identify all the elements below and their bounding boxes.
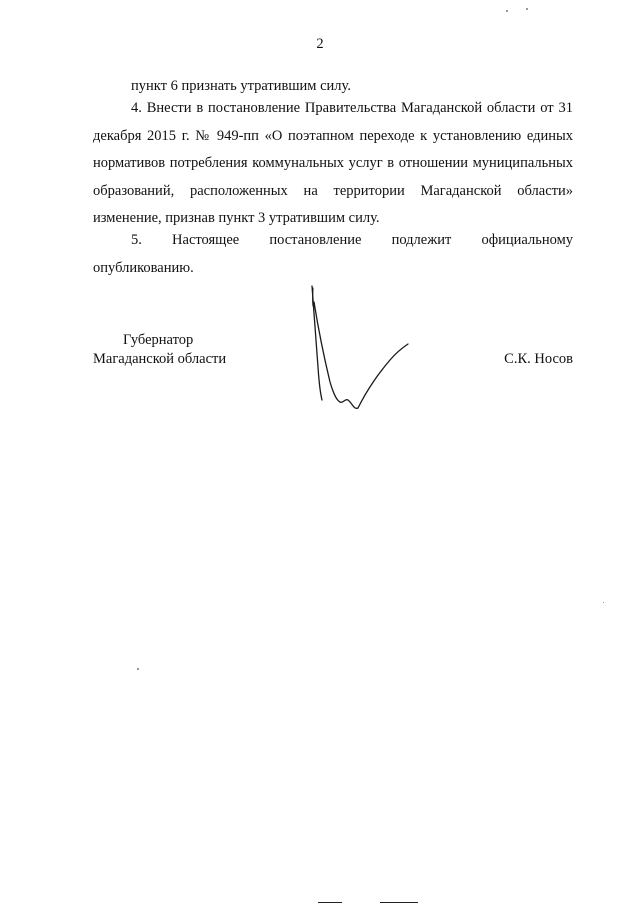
scan-edge-mark (318, 902, 342, 903)
paragraph-text-line-2: опубликованию. (93, 259, 194, 276)
signatory-name: С.К. Носов (504, 351, 573, 367)
signatory-title-line-2: Магаданской области (93, 351, 227, 367)
scan-speck (506, 10, 508, 12)
signature-block (93, 331, 573, 421)
scan-speck (137, 668, 139, 670)
signatory-title (93, 331, 226, 369)
paragraph-clause-5 (93, 227, 573, 282)
signatory-title-line-1: Губернатор (123, 332, 194, 348)
paragraph-text: 4. Внести в постановление Правительства Магаданской области от 31 декабря 2015 г. № 949-пп «О поэтапном переходе к установлению единых нормативов потребления коммунальных услуг в отношении муниципальных образований, расположенных на территории Магаданской области» изменение, признав пункт 3 утратившим силу. (93, 100, 573, 226)
paragraph-text: пункт 6 признать утратившим силу. (131, 78, 351, 94)
paragraph-text-line-1: 5. Настоящее постановление подлежит официальному (131, 232, 573, 248)
scan-edge-mark (380, 902, 418, 903)
scan-speck (526, 8, 528, 10)
page-number: 2 (316, 36, 324, 52)
paragraph-clause-4 (93, 95, 573, 233)
scan-speck (603, 602, 604, 603)
